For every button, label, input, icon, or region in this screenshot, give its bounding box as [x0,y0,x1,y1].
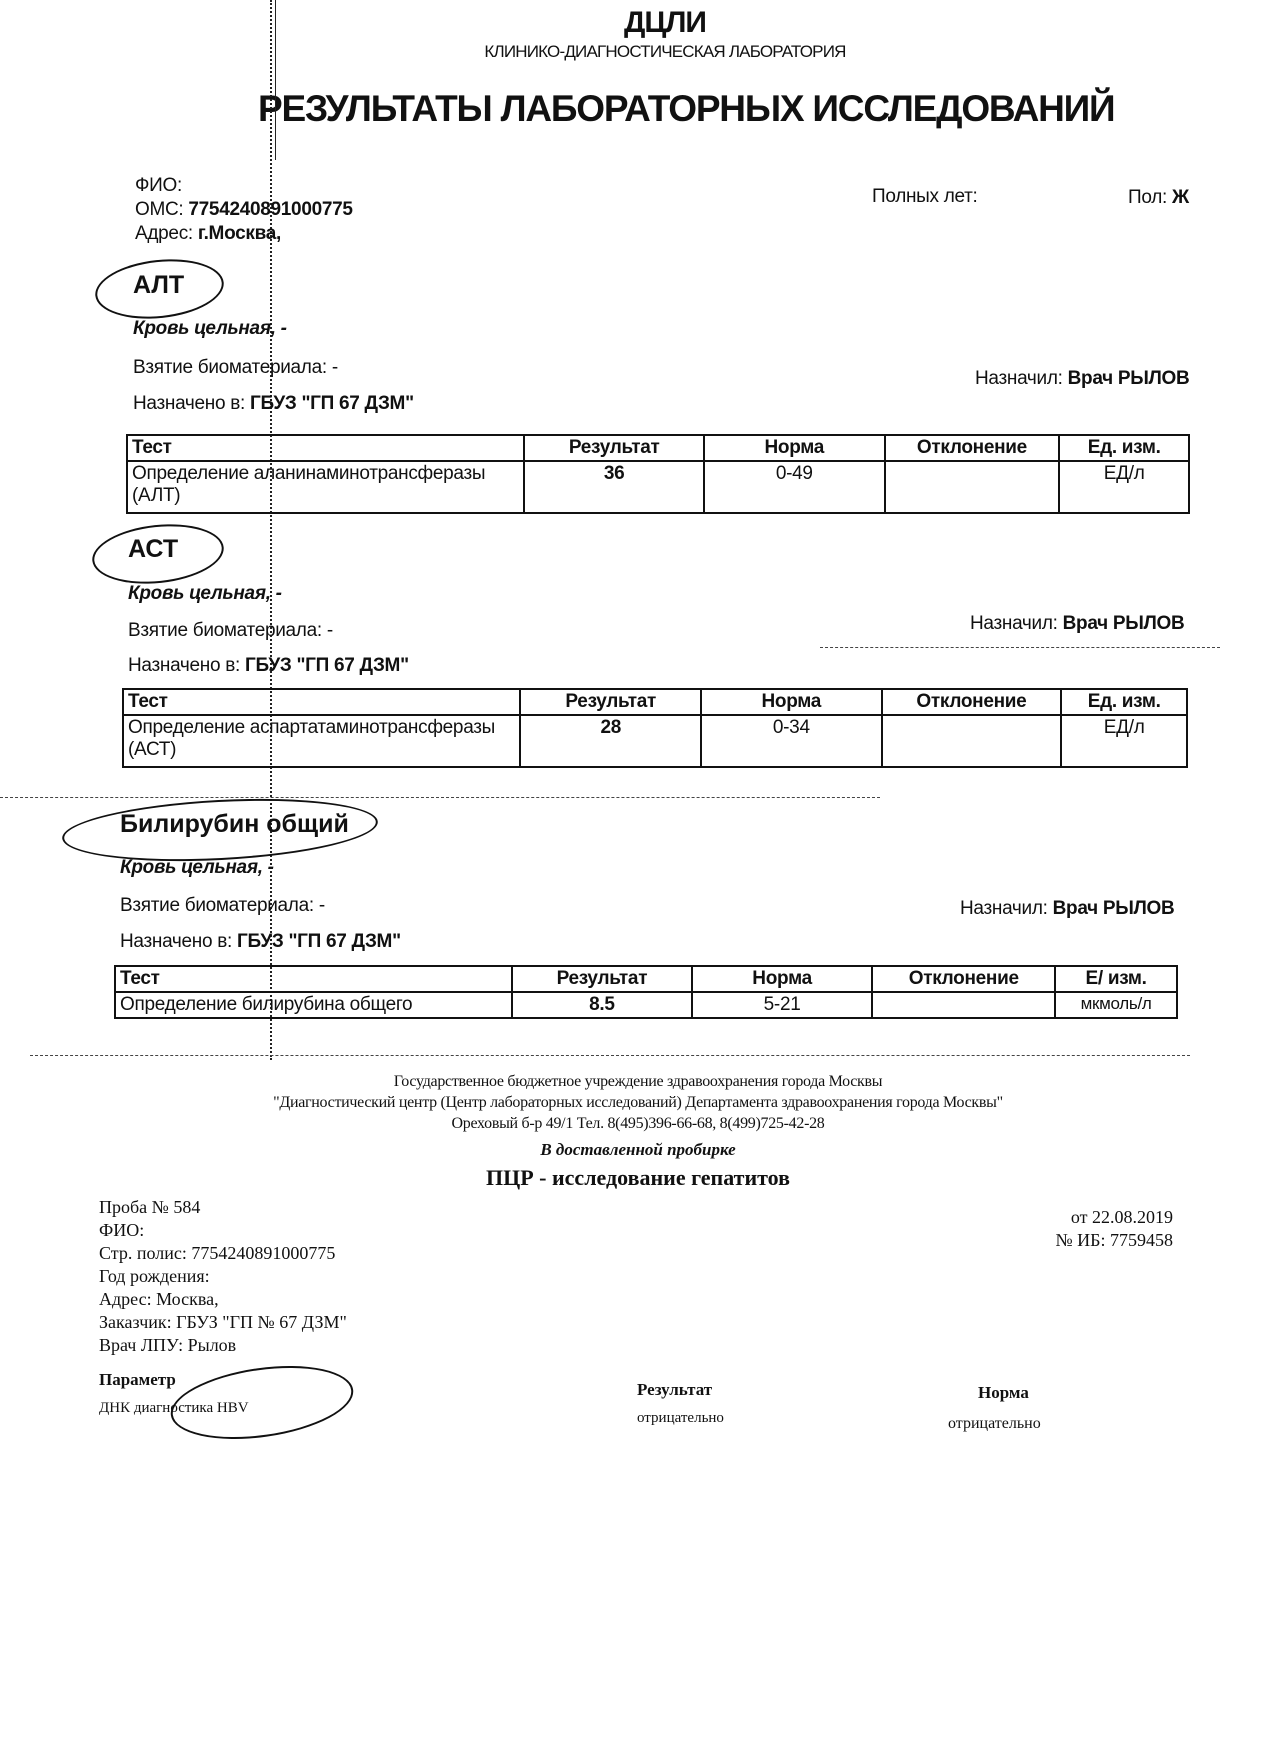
cell-test: Определение аланинаминотрансферазы (АЛТ) [127,461,524,513]
patient-age [872,186,978,208]
org-full-name: КЛИНИКО-ДИАГНОСТИЧЕСКАЯ ЛАБОРАТОРИЯ [484,42,846,61]
handwritten-circle [166,1356,358,1450]
age-label: Полных лет: [872,186,978,207]
pcr-result-value: отрицательно [637,1410,724,1426]
cell-result: 36 [524,461,704,513]
doctor-value: Врач РЫЛОВ [1052,898,1175,919]
cell-deviation [885,461,1060,513]
address-label: Адрес: [135,223,193,244]
doctor-label: Назначил: [960,898,1048,919]
pcr-org-line1: Государственное бюджетное учреждение здравоохранения города Москвы [393,1073,883,1090]
sex-value: Ж [1171,187,1189,208]
table-header-row [127,435,1189,461]
patient-fio [135,175,182,197]
results-table [122,688,1188,768]
doctor-value: Врач РЫЛОВ [1067,368,1190,389]
section-doctor [970,613,1184,635]
pcr-title: ПЦР - исследование гепатитов [486,1165,790,1190]
table-row [123,715,1187,767]
pcr-ib-number: № ИБ: 7759458 [1055,1230,1173,1250]
header-norm: Норма [701,689,882,715]
pcr-param-value: ДНК диагностика HBV [99,1400,249,1416]
address-value: г.Москва, [197,223,281,244]
assigned-value: ГБУЗ "ГП 67 ДЗМ" [237,931,401,952]
fio-label: ФИО: [135,175,182,196]
pcr-doctor: Врач ЛПУ: Рылов [99,1335,237,1355]
scan-artifact-line [275,0,276,160]
scan-artifact-dash [30,1055,1190,1056]
header-unit: Ед. изм. [1059,435,1189,461]
section-title: Билирубин общий [120,810,349,838]
oms-value: 7754240891000775 [188,199,353,220]
section-title: АСТ [128,535,179,563]
patient-address [135,223,281,245]
pcr-org-line2: "Диагностический центр (Центр лабораторных исследований) Департамента здравоохранения города Москвы" [273,1094,1003,1111]
sex-label: Пол: [1128,187,1167,208]
header-deviation: Отклонение [885,435,1060,461]
assigned-label: Назначено в: [133,393,246,414]
oms-label: ОМС: [135,199,184,220]
org-short-name: ДЦЛИ [624,6,706,39]
header-deviation: Отклонение [882,689,1062,715]
assigned-label: Назначено в: [120,931,233,952]
cell-deviation [872,992,1055,1018]
assigned-label: Назначено в: [128,655,241,676]
cell-result: 28 [520,715,701,767]
pcr-norm-header: Норма [978,1383,1029,1402]
doctor-label: Назначил: [970,613,1058,634]
header-test: Тест [123,689,520,715]
pcr-birth-year: Год рождения: [99,1266,210,1286]
cell-norm: 0-34 [701,715,882,767]
header-result: Результат [524,435,704,461]
doctor-label: Назначил: [975,368,1063,389]
pcr-address: Адрес: Москва, [99,1289,219,1309]
cell-norm: 0-49 [704,461,885,513]
pcr-sample: Проба № 584 [99,1197,201,1217]
results-table [126,434,1190,514]
cell-unit: ЕД/л [1059,461,1189,513]
section-material: Кровь цельная, - [128,583,282,604]
results-table [114,965,1178,1019]
header-norm: Норма [704,435,885,461]
header-unit: Ед. изм. [1061,689,1187,715]
pcr-policy: Стр. полис: 7754240891000775 [99,1243,336,1263]
section-assigned [133,393,414,415]
assigned-value: ГБУЗ "ГП 67 ДЗМ" [245,655,409,676]
table-header-row [115,966,1177,992]
pcr-fio: ФИО: [99,1220,145,1240]
pcr-customer: Заказчик: ГБУЗ "ГП № 67 ДЗМ" [99,1312,347,1332]
header-test: Тест [127,435,524,461]
section-material: Кровь цельная, - [133,318,287,339]
cell-test: Определение билирубина общего [115,992,512,1018]
patient-sex [1128,187,1189,209]
cell-norm: 5-21 [692,992,873,1018]
cell-test: Определение аспартатаминотрансферазы (АСТ) [123,715,520,767]
pcr-result-header: Результат [637,1380,713,1399]
section-biomaterial: Взятие биоматериала: - [128,620,333,641]
section-doctor [975,368,1189,390]
table-header-row [123,689,1187,715]
section-biomaterial: Взятие биоматериала: - [120,895,325,916]
pcr-subtitle: В доставленной пробирке [540,1140,736,1159]
section-material: Кровь цельная, - [120,857,274,878]
header-result: Результат [520,689,701,715]
pcr-date: от 22.08.2019 [1070,1207,1173,1227]
pcr-org-line3: Ореховый б-р 49/1 Тел. 8(495)396-66-68, 8(499)725-42-28 [451,1115,825,1132]
header-test: Тест [115,966,512,992]
section-assigned [128,655,409,677]
header-norm: Норма [692,966,873,992]
doctor-value: Врач РЫЛОВ [1062,613,1185,634]
assigned-value: ГБУЗ "ГП 67 ДЗМ" [250,393,414,414]
section-biomaterial: Взятие биоматериала: - [133,357,338,378]
header-result: Результат [512,966,692,992]
table-row [127,461,1189,513]
cell-deviation [882,715,1062,767]
section-assigned [120,931,401,953]
section-doctor [960,898,1174,920]
patient-oms [135,199,353,221]
scan-artifact-dash [0,797,880,798]
table-row [115,992,1177,1018]
cell-unit: мкмоль/л [1055,992,1177,1018]
scan-artifact-dash [820,647,1220,648]
header-unit: Е/ изм. [1055,966,1177,992]
pcr-norm-value: отрицательно [948,1415,1041,1432]
pcr-param-header: Параметр [99,1370,176,1389]
cell-unit: ЕД/л [1061,715,1187,767]
cell-result: 8.5 [512,992,692,1018]
header-deviation: Отклонение [872,966,1055,992]
section-title: АЛТ [133,271,185,299]
page-title: РЕЗУЛЬТАТЫ ЛАБОРАТОРНЫХ ИССЛЕДОВАНИЙ [258,88,1115,129]
